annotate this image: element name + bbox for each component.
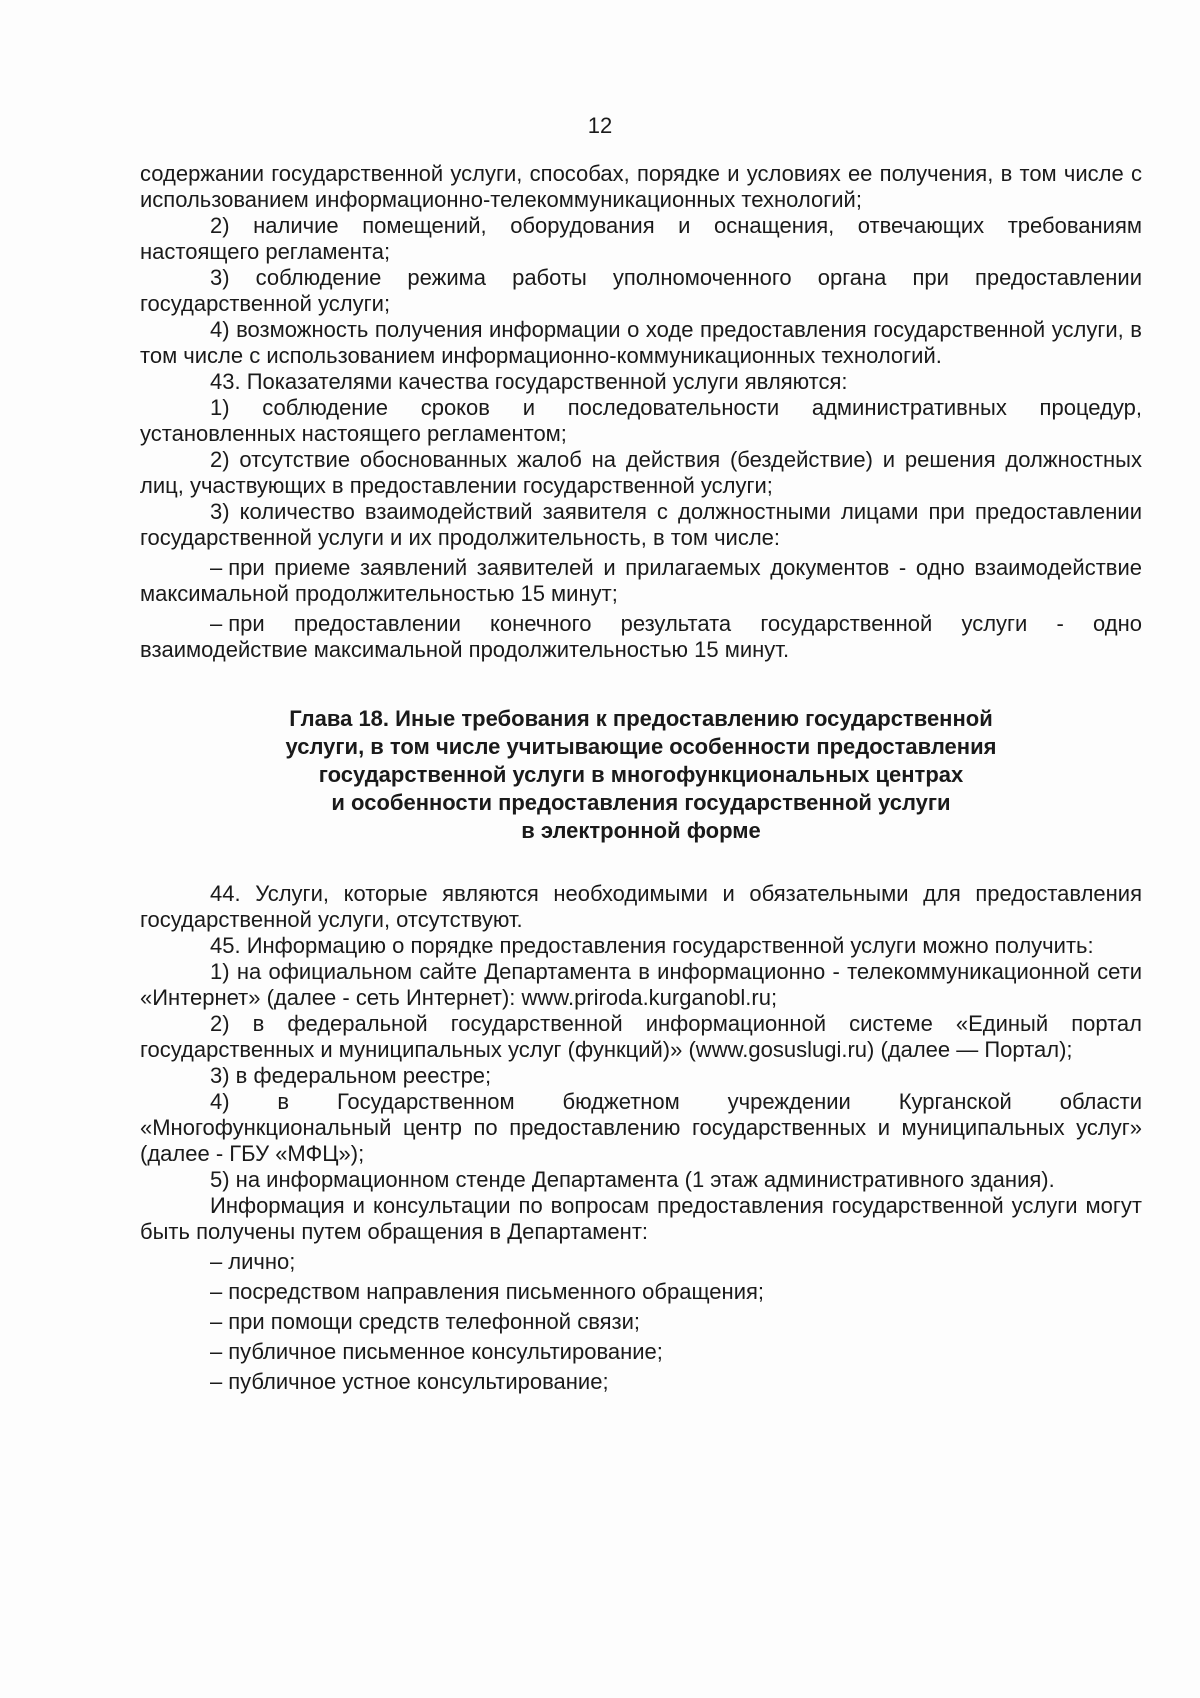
heading-line: Глава 18. Иные требования к предоставлению государственной [289,706,993,731]
dash-item-text: посредством направления письменного обращения; [228,1279,765,1304]
heading-line: услуги, в том числе учитывающие особенности предоставления [285,734,997,759]
paragraph: 2) отсутствие обоснованных жалоб на действия (бездействие) и решения должностных лиц, участвующих в предоставлении государственной услуги; [140,447,1142,498]
heading-line: и особенности предоставления государственной услуги [331,790,951,815]
dash-marker: – [210,1339,223,1364]
dash-marker: – [210,555,223,580]
paragraph: содержании государственной услуги, способах, порядке и условиях ее получения, в том числе с использованием информационно-телекоммуникационных технологий; [140,161,1142,212]
paragraph: 43. Показателями качества государственной услуги являются: [210,369,848,394]
paragraph: 3) количество взаимодействий заявителя с должностными лицами при предоставлении государственной услуги и их продолжительность, в том числе: [140,499,1142,550]
dash-item-text: при приеме заявлений заявителей и прилагаемых документов - одно взаимодействие максимальной продолжительностью 15 минут; [140,555,1142,606]
paragraph: 3) соблюдение режима работы уполномоченного органа при предоставлении государственной услуги; [140,265,1142,316]
dash-marker: – [210,1309,223,1334]
dash-item-text: публичное письменное консультирование; [228,1339,663,1364]
dash-marker: – [210,611,223,636]
paragraph: 4) возможность получения информации о ходе предоставления государственной услуги, в том числе с использованием информационно-коммуникационных технологий. [140,317,1142,368]
paragraph: 4) в Государственном бюджетном учреждении Курганской области «Многофункциональный центр по предоставлению государственных и муниципальных услуг» (далее - ГБУ «МФЦ»); [140,1089,1142,1166]
paragraph: Информация и консультации по вопросам предоставления государственной услуги могут быть получены путем обращения в Департамент: [140,1193,1142,1244]
dash-item [140,611,1142,663]
dash-item [140,1369,1142,1395]
dash-item-text: при предоставлении конечного результата государственной услуги - одно взаимодействие максимальной продолжительностью 15 минут. [140,611,1142,662]
paragraph: 1) соблюдение сроков и последовательности административных процедур, установленных настоящего регламентом; [140,395,1142,446]
dash-item-text: при помощи средств телефонной связи; [228,1309,641,1334]
dash-marker: – [210,1249,223,1274]
dash-marker: – [210,1369,223,1394]
paragraph: 5) на информационном стенде Департамента (1 этаж административного здания). [210,1167,1055,1192]
paragraph: 1) на официальном сайте Департамента в информационно - телекоммуникационной сети «Интернет» (далее - сеть Интернет): www.priroda.kurganobl.ru; [140,959,1142,1010]
dash-item [140,1279,1142,1305]
dash-marker: – [210,1279,223,1304]
paragraph: 2) наличие помещений, оборудования и оснащения, отвечающих требованиям настоящего регламента; [140,213,1142,264]
paragraph: 45. Информацию о порядке предоставления государственной услуги можно получить: [210,933,1094,958]
page-number: 12 [587,113,613,138]
paragraph: 44. Услуги, которые являются необходимыми и обязательными для предоставления государственной услуги, отсутствуют. [140,881,1142,932]
dash-item-text: лично; [228,1249,296,1274]
heading-line: государственной услуги в многофункциональных центрах [318,762,964,787]
document-body [140,161,1142,1395]
dash-item [140,1339,1142,1365]
dash-item [140,1309,1142,1335]
paragraph: 2) в федеральной государственной информационной системе «Единый портал государственных и муниципальных услуг (функций)» (www.gosuslugi.ru) (далее — Портал); [140,1011,1142,1062]
dash-item [140,1249,1142,1275]
dash-item-text: публичное устное консультирование; [228,1369,609,1394]
dash-item [140,555,1142,607]
heading-line: в электронной форме [521,818,761,843]
chapter-heading [140,705,1142,845]
paragraph: 3) в федеральном реестре; [210,1063,492,1088]
